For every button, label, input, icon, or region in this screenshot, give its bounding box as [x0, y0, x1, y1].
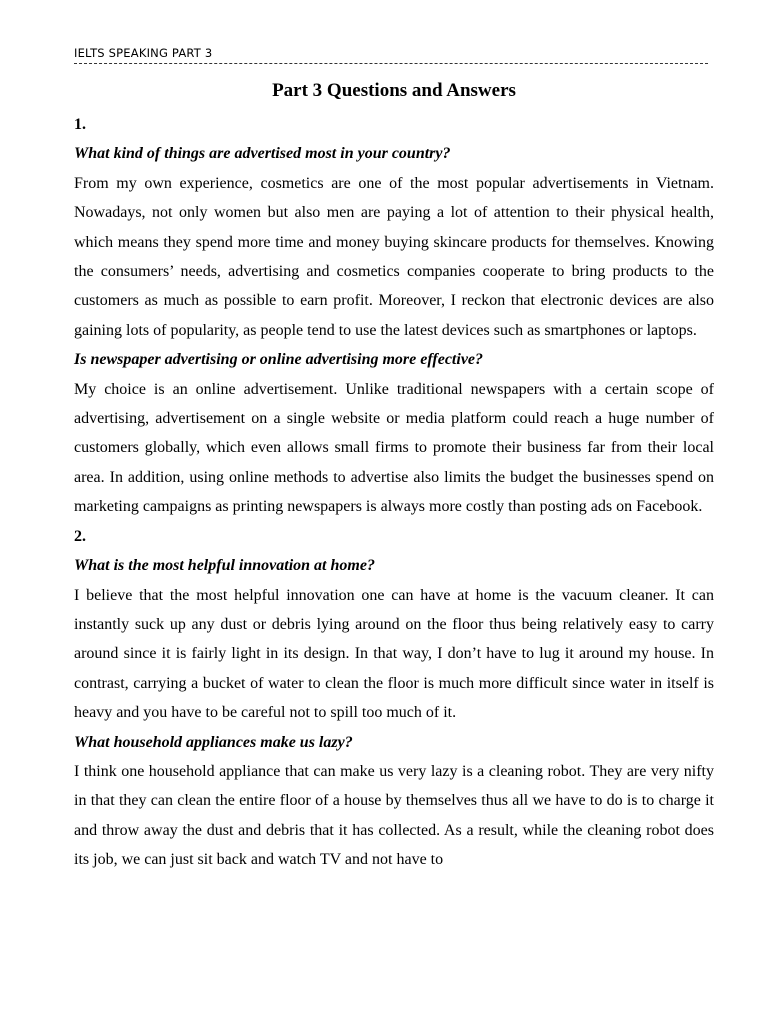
question: What is the most helpful innovation at home? — [74, 557, 375, 575]
running-header: IELTS SPEAKING PART 3 — [74, 46, 213, 60]
section-number: 1. — [74, 116, 86, 133]
document-body — [74, 110, 714, 875]
section-number: 2. — [74, 527, 86, 545]
answer: I think one household appliance that can make us very lazy is a cleaning robot. They are very nifty in that they can clean the entire floor of a house by themselves thus all we have to do is to charge it and throw away the dust and debris that it has collected. As a result, while the cleaning robot does its job, we can just sit back and watch TV and not have to — [74, 762, 714, 869]
question: What kind of things are advertised most in your country? — [74, 145, 451, 163]
answer: From my own experience, cosmetics are one of the most popular advertisements in Vietnam. Nowadays, not only women but also men are paying a lot of attention to their physical health, which means they spend more time and money buying skincare products for themselves. Knowing the consumers’ needs, advertising and cosmetics companies cooperate to bring products to the customers as much as possible to earn profit. Moreover, I reckon that electronic devices are also gaining lots of popularity, as people tend to use the latest devices such as smartphones or laptops. — [74, 174, 714, 339]
question: What household appliances make us lazy? — [74, 733, 353, 751]
page-title: Part 3 Questions and Answers — [272, 80, 516, 101]
question: Is newspaper advertising or online advertising more effective? — [74, 351, 484, 369]
answer: My choice is an online advertisement. Unlike traditional newspapers with a certain scope of advertising, advertisement on a single website or media platform could reach a huge number of customers globally, which even allows small firms to promote their business far from their local area. In addition, using online methods to advertise also limits the budget the businesses spend on marketing campaigns as printing newspapers is always more costly than posting ads on Facebook. — [74, 380, 714, 516]
answer: I believe that the most helpful innovation one can have at home is the vacuum cleaner. It can instantly suck up any dust or debris lying around on the floor thus being relatively easy to carry around since it is fairly light in its design. In that way, I don’t have to lug it around my house. In contrast, carrying a bucket of water to clean the floor is much more difficult since water in itself is heavy and you have to be careful not to spill too much of it. — [74, 586, 714, 722]
header-divider — [74, 63, 708, 64]
